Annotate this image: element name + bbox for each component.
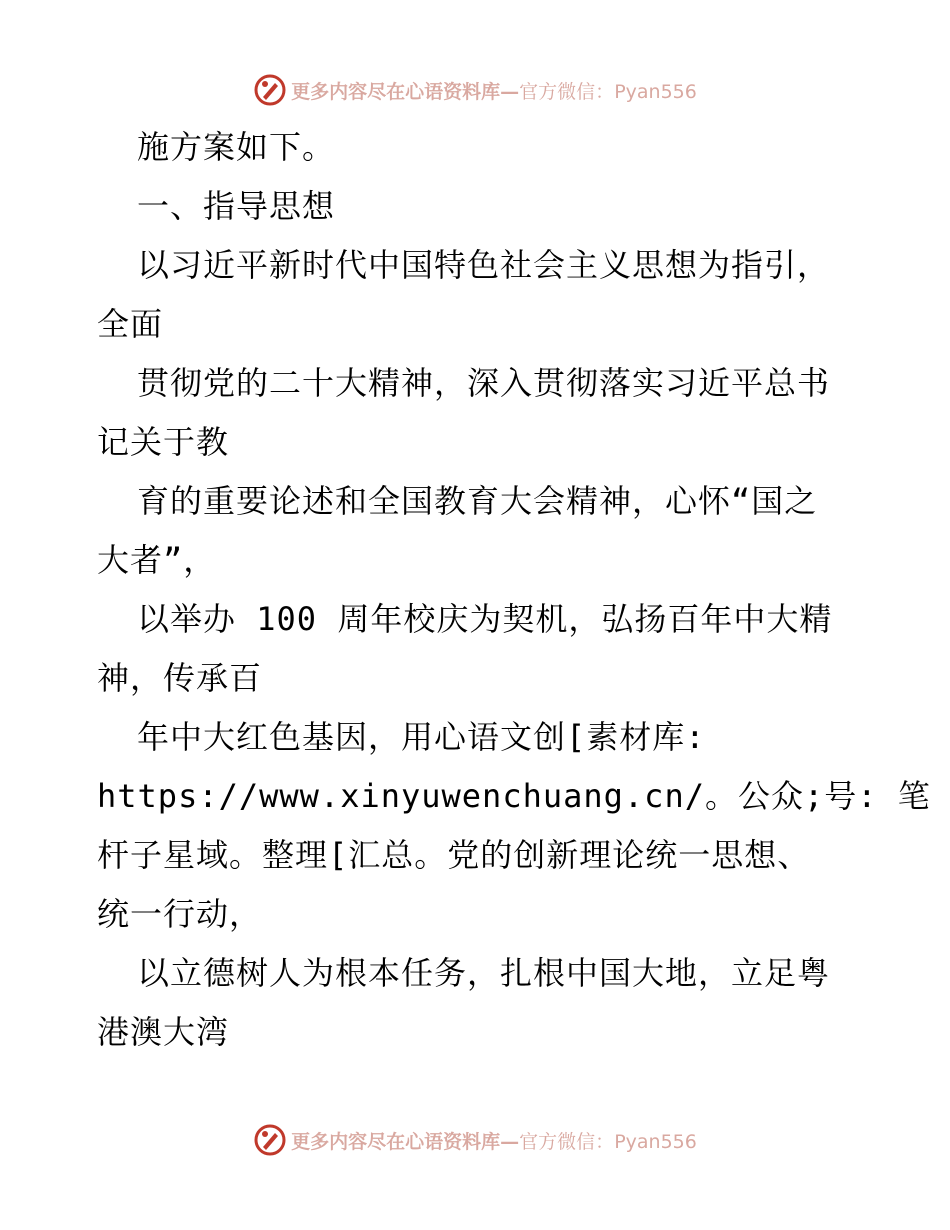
text-line: 港澳大湾 bbox=[97, 1013, 230, 1051]
text-line: 记关于教 bbox=[97, 423, 230, 461]
text-line: 大者”， bbox=[97, 541, 217, 579]
text-line: 神，传承百 bbox=[97, 659, 263, 697]
header-watermark-banner bbox=[0, 70, 950, 110]
text-line: 以立德树人为根本任务，扎根中国大地，立足粤 bbox=[137, 954, 831, 992]
banner-main-text: 更多内容尽在心语资料库 bbox=[291, 1130, 501, 1153]
text-line: 杆子星域。整理[汇总。党的创新理论统一思想、 bbox=[97, 836, 811, 874]
banner-wechat-id: Pyan556 bbox=[614, 1130, 697, 1153]
text-line: 全面 bbox=[97, 305, 164, 343]
text-line: 年中大红色基因，用心语文创[素材库: bbox=[137, 718, 706, 756]
brand-logo-icon bbox=[253, 1123, 287, 1157]
text-line: https://www.xinyuwenchuang.cn/。公众;号: 笔 bbox=[97, 777, 931, 815]
footer-watermark-banner bbox=[0, 1120, 950, 1160]
text-line: 施方案如下。 bbox=[137, 128, 336, 166]
banner-wechat-label: 官方微信： bbox=[519, 1130, 615, 1153]
banner-text bbox=[291, 77, 697, 104]
text-line: 育的重要论述和全国教育大会精神，心怀“国之 bbox=[137, 482, 818, 520]
document-body bbox=[97, 118, 931, 1062]
banner-dash: — bbox=[500, 80, 520, 103]
banner-wechat-label: 官方微信： bbox=[519, 80, 615, 103]
banner-dash: — bbox=[500, 1130, 520, 1153]
text-line: 统一行动， bbox=[97, 895, 263, 933]
banner-text bbox=[291, 1127, 697, 1154]
banner-main-text: 更多内容尽在心语资料库 bbox=[291, 80, 501, 103]
text-line: 以习近平新时代中国特色社会主义思想为指引， bbox=[137, 246, 831, 284]
banner-wechat-id: Pyan556 bbox=[614, 80, 697, 103]
brand-logo-icon bbox=[253, 73, 287, 107]
text-line: 贯彻党的二十大精神，深入贯彻落实习近平总书 bbox=[137, 364, 831, 402]
text-line: 以举办 100 周年校庆为契机，弘扬百年中大精 bbox=[137, 600, 833, 638]
section-heading: 一、指导思想 bbox=[137, 187, 336, 225]
